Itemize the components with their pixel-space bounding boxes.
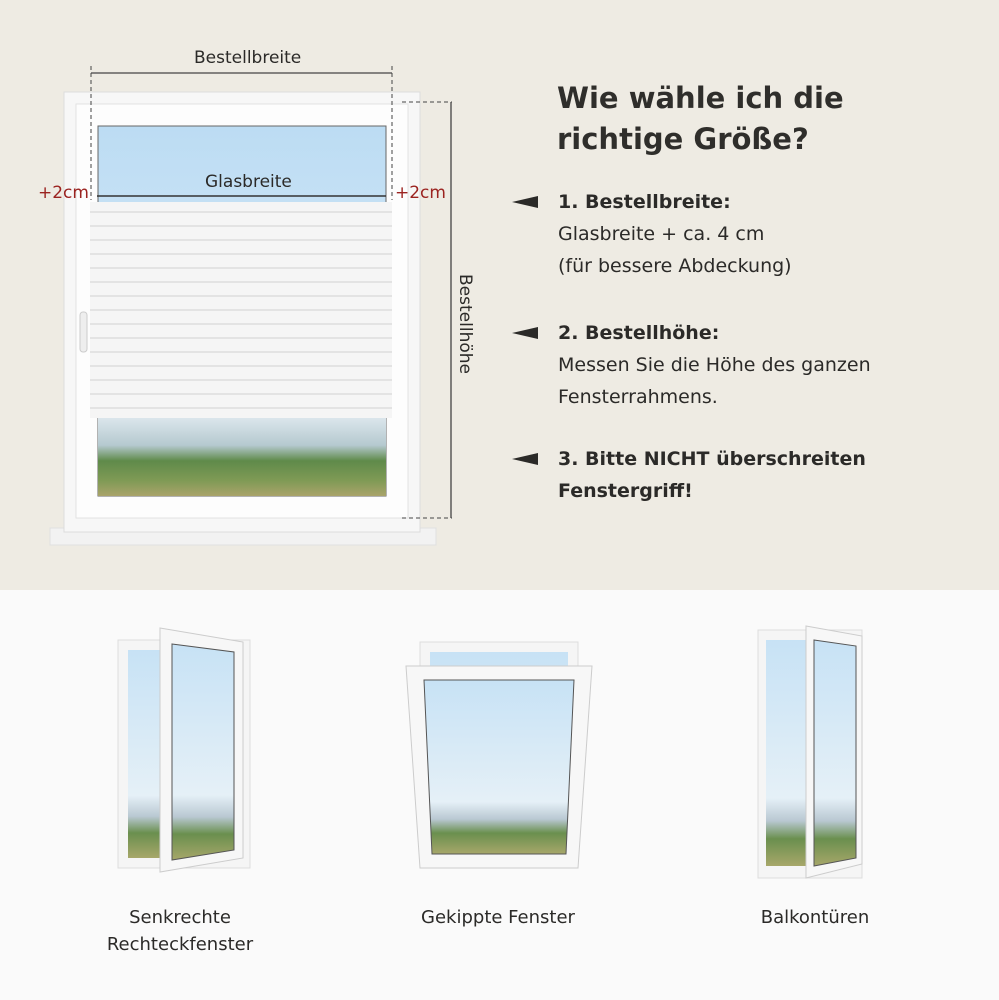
step-text: Glasbreite + ca. 4 cm	[558, 223, 765, 245]
step-3	[512, 443, 952, 507]
order-width-label: Bestellbreite	[194, 48, 302, 68]
tilted-window-icon	[406, 642, 592, 868]
window-measure-illustration	[0, 0, 520, 590]
step-title: 1. Bestellbreite:	[558, 191, 731, 213]
arrow-left-icon	[512, 453, 538, 465]
right-margin-label: +2cm	[395, 183, 446, 203]
left-margin-label: +2cm	[38, 183, 89, 203]
order-height-label: Bestellhöhe	[455, 274, 475, 374]
arrow-left-icon	[512, 327, 538, 339]
window-types-illustration	[0, 600, 999, 900]
window-type-caption: Senkrechte Rechteckfenster	[106, 907, 254, 955]
vertical-window-icon	[118, 628, 250, 872]
step-text: Fenstergriff!	[558, 480, 693, 502]
step-1	[512, 186, 952, 282]
step-text: (für bessere Abdeckung)	[558, 255, 792, 277]
step-2	[512, 317, 952, 413]
window-type-caption: Gekippte Fenster	[421, 907, 575, 928]
page-heading: Wie wähle ich die richtige Größe?	[557, 81, 844, 156]
step-text: Messen Sie die Höhe des ganzen	[558, 354, 871, 376]
step-text: Fensterrahmens.	[558, 386, 718, 408]
window-type-caption: Balkontüren	[760, 907, 870, 928]
balcony-door-icon	[758, 626, 862, 878]
step-title: 3. Bitte NICHT überschreiten	[558, 448, 866, 470]
arrow-left-icon	[512, 196, 538, 208]
glass-width-label: Glasbreite	[205, 172, 292, 192]
step-title: 2. Bestellhöhe:	[558, 322, 720, 344]
